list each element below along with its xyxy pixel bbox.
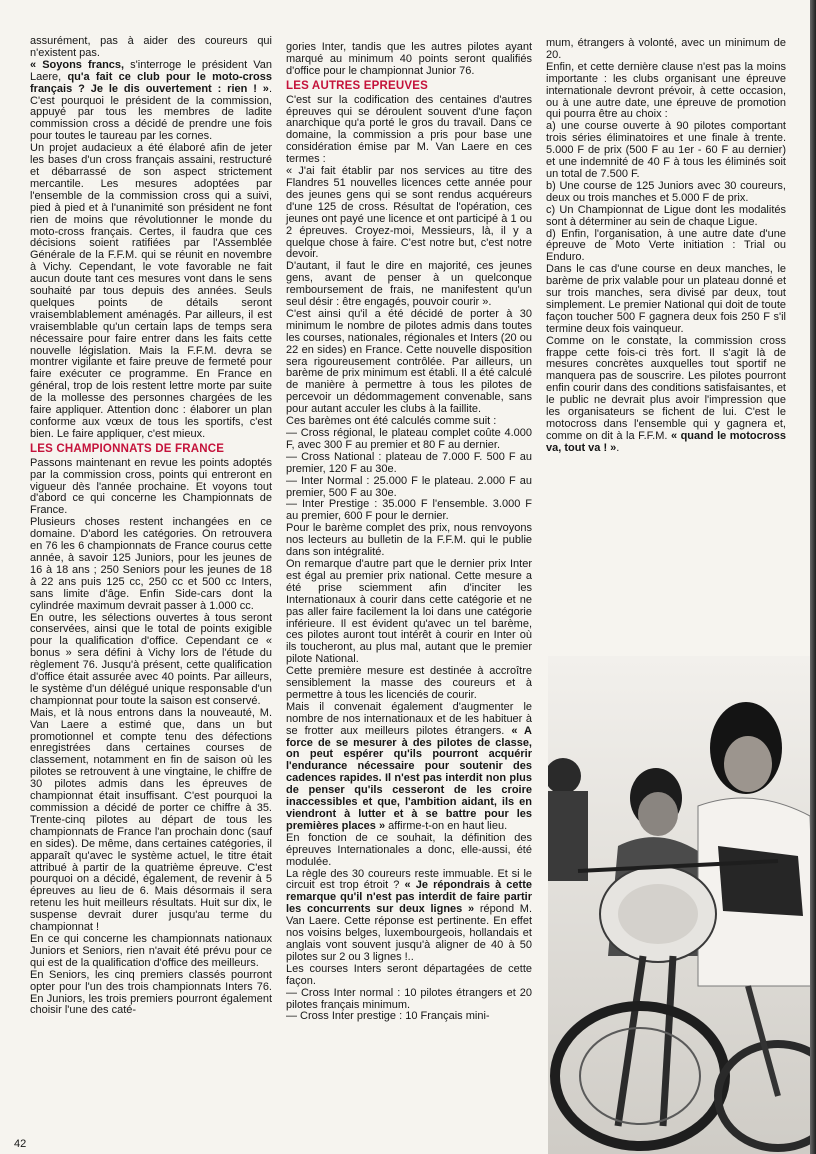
list-item: b) Une course de 125 Juniors avec 30 coureurs, deux ou trois manches et 5.000 F de prix. (546, 179, 786, 204)
paragraph: Les courses Inters seront départagées de cette façon. (286, 962, 532, 987)
paragraph: Plusieurs choses restent inchangées en ce domaine. D'abord les catégories. On retrouvera en 76 les 6 championnats de France courus cette année, à savoir 125 Juniors, pour les jeunes de 16 à 18 ans ; 250 Seniors pour les jeunes de 18 à 22 ans puis 125 cc, 250 cc et 500 cc Inters, sans limite d'âge. Enfin Side-cars dont la cylindrée maximum devrait passer à 1.000 cc. (30, 516, 272, 612)
list-item: — Inter Normal : 25.000 F le plateau. 2.000 F au premier, 500 F au 30e. (286, 474, 532, 499)
list-item: — Cross régional, le plateau complet coûte 4.000 F, avec 300 F au premier et 80 F au dernier. (286, 427, 532, 451)
quote-bold: « Je répondrais à cette remarque qu'il n'est pas interdit de faire partir les concurrents sur deux lignes » (286, 879, 532, 916)
paragraph: Ces barèmes ont été calculés comme suit : (286, 415, 497, 428)
list-item: a) une course ouverte à 90 pilotes comportant trois séries éliminatoires et une finale à trente. 5.000 F de prix (500 F au 1er - 60 F au dernier) et une indemnité de 40 F à tous les éliminés soit un total de 7.500 F. (546, 120, 786, 180)
list-item: d) Enfin, l'organisation, à une autre date d'une épreuve de Moto Verte initiation : Trial ou Enduro. (546, 227, 786, 264)
paragraph: Dans le cas d'une course en deux manches, le barème de prix valable pour un plateau donné et sur trois manches, sera divisé par deux, tout simplement. Le premier National qui doit de toute façon toucher 500 F gagnera deux fois 250 F s'il termine deux fois vainqueur. (546, 263, 786, 335)
motocross-riders-photo (548, 656, 816, 1154)
list-item: — Cross National : plateau de 7.000 F. 500 F au premier, 120 F au 30e. (286, 450, 532, 475)
paragraph: Pour le barème complet des prix, nous renvoyons nos lecteurs au bulletin de la F.F.M. qui le publie dans son intégralité. (286, 522, 532, 559)
list-item: — Inter Prestige : 35.000 F l'ensemble. 3.000 F au premier, 600 F pour le dernier. (286, 498, 532, 523)
paragraph: « J'ai fait établir par nos services au titre des Flandres 51 nouvelles licences cette année pour des jeunes gens qui se sont rendus acquéreurs d'une 125 de cross. Résultat de l'opération, ces jeunes ont payé une licence et ont participé à 1 ou 2 épreuves. Croyez-moi, Messieurs, là, il y a quelque chose à faire. C'est notre but, c'est notre devoir. (286, 165, 532, 261)
paragraph (286, 869, 532, 964)
paragraph: gories Inter, tandis que les autres pilotes ayant marqué au minimum 40 points seront qualifiés d'office pour le championnat Junior 76. (286, 41, 532, 77)
paragraph: mum, étrangers à volonté, avec un minimum de 20. (546, 37, 786, 61)
text-run: . (616, 441, 620, 454)
paragraph: assurément, pas à aider des coureurs qui n'existent pas. (30, 35, 272, 59)
text-run: Comme on le constate, la commission cross frappe cette fois-ci très fort. Il s'agit là de mesures concrètes auxquelles tout sportif ne manquera pas de souscrire. Les pilotes pourront enfin courir dans des conditions satisfaisantes, et le public ne devrait plus avoir l'impression que les organisateurs se fichent de lui. C'est le motocross dans l'ensemble qui y gagnera et, comme on dit à la F.F.M. (546, 334, 786, 442)
paragraph: En outre, les sélections ouvertes à tous seront conservées, ainsi que le total de points exigible pour la qualification d'office. Cependant ce « bonus » sera défini à Vichy lors de l'étude du règlement 76. Jusqu'à présent, cette qualification d'office était assurée avec 40 points. Par ailleurs, le système d'un délégué unique responsable d'un championnat pour toute la saison est conservé. (30, 611, 272, 707)
list-item: — Cross Inter prestige : 10 Français mini- (286, 1010, 490, 1023)
text-run: s'interroge le président Van Laere, (30, 58, 272, 83)
photo-illustration (548, 656, 816, 1154)
paragraph: Mais, et là nous entrons dans la nouveauté, M. Van Laere a estimé que, dans un but promotionnel et compte tenu des défections enregistrées dans certaines courses de classement, notamment en fin de saison où les pilotes se retrouvent à une vingtaine, le chiffre de 30 pilotes admis dans les épreuves de championnat était insuffisant. C'est pourquoi la commission a décidé de porter ce chiffre à 35. Trente-cinq pilotes au départ de tous les championnats de France l'an prochain donc (sauf en sides). De même, dans certaines catégories, il apparaît qu'avec le système actuel, le titre était attribué à partir de la quatrième épreuve. C'est pourquoi on a décidé, également, de revenir à 5 épreuves au lieu de 6. Mais désormais il sera retenu les huit meilleurs résultats. Huit sur dix, le suspense devrait durer jusqu'au terme du championnat ! (30, 706, 272, 934)
quote-bold: qu'a fait ce club pour le moto-cross français ? Je le dis ouvertement : rien ! » (30, 70, 272, 95)
section-heading: LES AUTRES EPREUVES (286, 79, 429, 92)
article-column-1 (30, 36, 272, 1017)
paragraph (286, 702, 532, 833)
section-heading: LES CHAMPIONNATS DE FRANCE (30, 442, 225, 455)
text-run: Mais il convenait également d'augmenter le nombre de nos internationaux et de les habituer à se frotter aux meilleurs pilotes étrangers. (286, 700, 532, 737)
text-run: . C'est pourquoi le président de la commission, appuyé par tous les membres de ladite commission cross a décidé de prendre une fois pour toutes le taureau par les cornes. (30, 82, 272, 143)
text-run: répond M. Van Laere. Cette réponse est pertinente. En effet nos voisins belges, luxembourgeois, hollandais et anglais vont souvent jusqu'à aligner de 40 à 50 pilotes sur 2 ou 3 lignes !.. (286, 903, 532, 963)
page-edge-shadow (810, 0, 816, 1154)
page-number: 42 (14, 1138, 27, 1150)
paragraph: Un projet audacieux a été élaboré afin de jeter les bases d'un cross français assaini, restructuré et débarrassé de son aspect strictement mercantile. Les mesures adoptées par l'ensemble de la commission cross qui a suivi, pied à pied et à l'unanimité son président ne font rien de moins que révolutionner le monde du moto-cross français. Certes, il faudra que ces décisions soient ratifiées par l'Assemblée Générale de la F.F.M. qui se réunit en novembre à Vichy. Cependant, le vote favorable ne fait aucun doute tant ces mesures vont dans le sens souhaité par tous depuis des années. Seuls quelques points de détails seront vraisemblablement aménagés. Par ailleurs, il est vraisemblable qu'un certain laps de temps sera nécessaire pour faire entrer dans les faits cette nouvelle législation. Mais la F.F.M. devra se montrer vigilante et faire preuve de fermeté pour faire exécuter ce programme. En France en général, trop de lois restent lettre morte par suite de la mollesse des personnes chargées de les faire appliquer. Attention donc : élaborer un plan conforme aux vœux de tous les sportifs, c'est bien. Le faire appliquer, c'est mieux. (30, 142, 272, 440)
paragraph: En fonction de ce souhait, la définition des épreuves Internationales a donc, elle-aussi, été modulée. (286, 831, 532, 868)
quote-bold: « A force de se mesurer à des pilotes de classe, on peut espérer qu'ils pourront acquérir l'endurance nécessaire pour soutenir des cadences rapides. Il n'est pas interdit non plus de penser qu'ils cesseront de les croire inaccessibles et que, l'ambition aidant, ils en viendront à lutter et à se battre pour les premières places » (286, 724, 532, 832)
article-column-2 (286, 42, 532, 1023)
list-item: — Cross Inter normal : 10 pilotes étrangers et 20 pilotes français minimum. (286, 986, 532, 1011)
paragraph: C'est ainsi qu'il a été décidé de porter à 30 minimum le nombre de pilotes admis dans toutes les courses, nationales, régionales et Inters (20 ou 22 en sides) en France. Cette nouvelle disposition sera rigoureusement contrôlée. Par ailleurs, un barème de prix minimum est établi. Il a été calculé de manière à permettre à tous les pilotes de percevoir un dédommagement convenable, sans pour autant acculer les clubs à la faillite. (286, 307, 532, 416)
paragraph: D'autant, il faut le dire en majorité, ces jeunes gens, avant de penser à un quelconque remboursement de frais, ne manifestent qu'un seul désir : être engagés, pouvoir courir ». (286, 260, 532, 309)
text-run: affirme-t-on en haut lieu. (385, 819, 508, 832)
text-run: La règle des 30 coureurs reste immuable. Et si le circuit est trop étroit ? (286, 867, 532, 892)
quote-bold: « quand le motocross va, tout va ! » (546, 429, 786, 454)
paragraph: En ce qui concerne les championnats nationaux Juniors et Seniors, rien n'avait été prévu pour ce qui est de la qualification d'office des meilleurs. (30, 932, 272, 969)
quote-bold: « Soyons francs, (30, 58, 125, 71)
article-column-3 (546, 38, 786, 455)
list-item: c) Un Championnat de Ligue dont les modalités sont à déterminer au sein de chaque Ligue. (546, 203, 786, 228)
paragraph (30, 60, 272, 143)
paragraph: C'est sur la codification des centaines d'autres épreuves qui se déroulent souvent d'une façon anarchique qu'a porté le gros du travail. Dans ce domaine, la commission a pris pour base une considération émise par M. Van Laere en ces termes : (286, 93, 532, 166)
paragraph: Passons maintenant en revue les points adoptés par la commission cross, points qui entreront en vigueur dès l'année prochaine. Et voyons tout d'abord ce qui concerne les Championnats de France. (30, 456, 272, 517)
paragraph: On remarque d'autre part que le dernier prix Inter est égal au premier prix national. Cette mesure a été prise sciemment afin d'inciter les Internationaux à courir dans cette catégorie et ne pas aller faire facilement la loi dans une catégorie inférieure. Il est évident qu'avec un tel barème, ces pilotes auront tout intérêt à courir en Inter où ils toucheront, au plus mal, autant que le premier pilote National. (286, 557, 532, 666)
paragraph: Enfin, et cette dernière clause n'est pas la moins importante : les clubs organisant une épreuve internationale devront prévoir, à cette occasion, ou à une autre date, une épreuve de promotion qui pourra être au choix : (546, 60, 786, 121)
paragraph: En Seniors, les cinq premiers classés pourront opter pour l'un des trois championnats Inters 76. En Juniors, les trois premiers pourront également choisir l'une des caté- (30, 968, 272, 1017)
paragraph (546, 336, 786, 455)
paragraph: Cette première mesure est destinée à accroître sensiblement la masse des coureurs et à permettre à tous les licenciés de courir. (286, 665, 532, 701)
